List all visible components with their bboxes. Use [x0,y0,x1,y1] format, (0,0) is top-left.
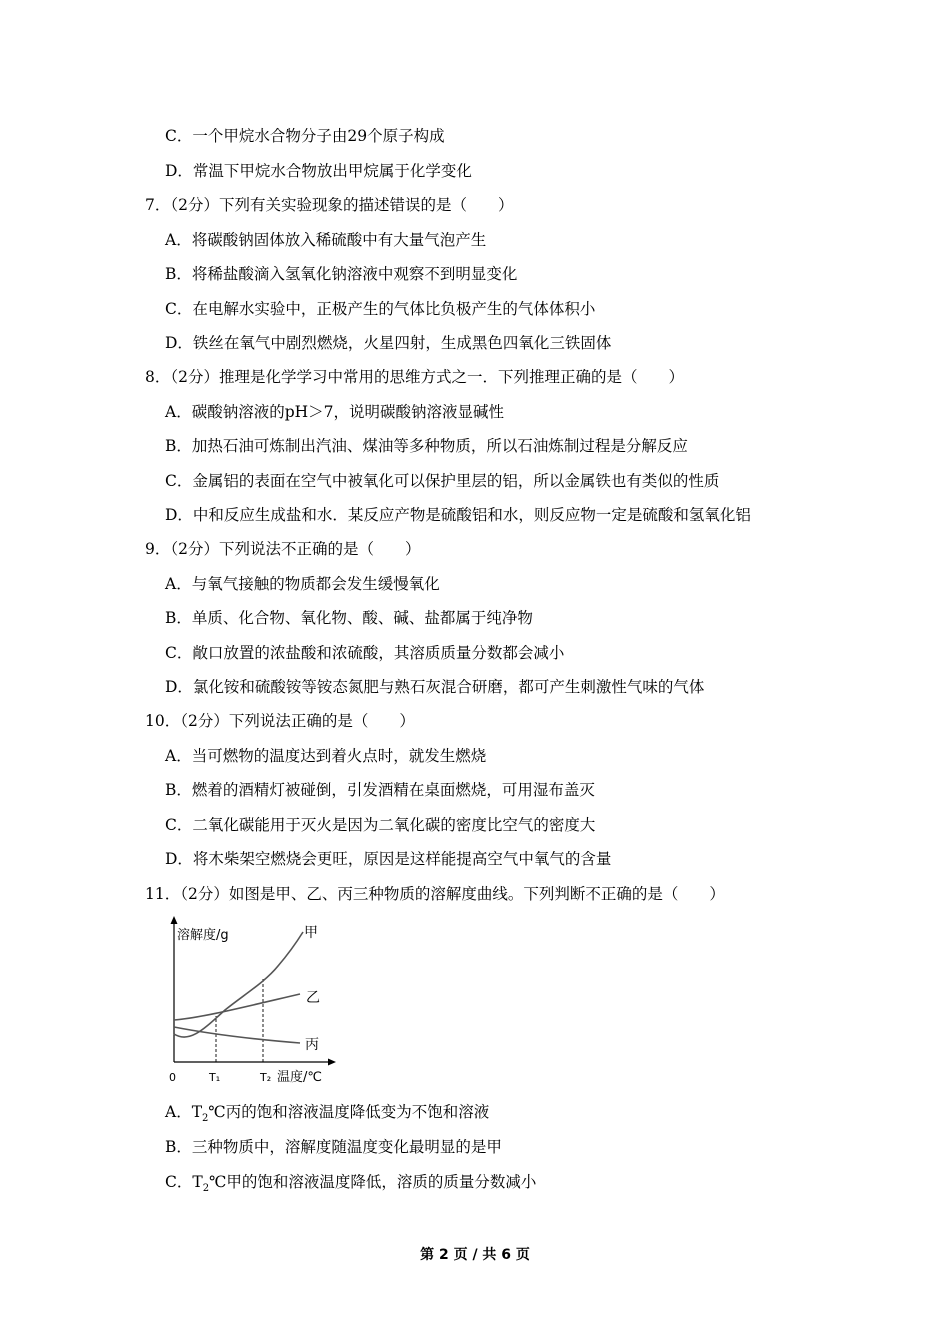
q7-option-c: C．在电解水实验中，正极产生的气体比负极产生的气体体积小 [165,300,596,318]
q10-option-d: D．将木柴架空燃烧会更旺，原因是这样能提高空气中氧气的含量 [165,850,612,868]
page-footer: 第 2 页 / 共 6 页 [420,1247,530,1263]
question-7: 7．（2分）下列有关实验现象的描述错误的是（ ） [145,196,514,214]
q11-option-a [165,1102,489,1125]
q7-option-d: D．铁丝在氧气中剧烈燃烧，火星四射，生成黑色四氧化三铁固体 [165,334,612,352]
q6-option-c: C．一个甲烷水合物分子由29个原子构成 [165,127,445,145]
x-axis-label: 温度/℃ [277,1070,322,1085]
q8-option-a: A．碳酸钠溶液的pH＞7，说明碳酸钠溶液显碱性 [165,403,504,421]
q11-option-c [165,1172,536,1195]
q10-option-a: A．当可燃物的温度达到着火点时，就发生燃烧 [165,747,487,765]
q7-option-a: A．将碳酸钠固体放入稀硫酸中有大量气泡产生 [165,231,487,249]
q9-option-c: C．敞口放置的浓盐酸和浓硫酸，其溶质质量分数都会减小 [165,644,565,662]
series-jia-label: 甲 [304,925,318,941]
origin-label: 0 [169,1071,176,1084]
series-bing-label: 丙 [305,1037,319,1053]
x-tick-t1: T₁ [209,1071,221,1084]
q11-option-a-subscript: 2 [202,1113,209,1124]
solubility-chart-svg [150,912,340,1092]
question-8: 8．（2分）推理是化学学习中常用的思维方式之一．下列推理正确的是（ ） [145,368,684,386]
q8-option-d: D．中和反应生成盐和水．某反应产物是硫酸铝和水，则反应物一定是硫酸和氢氧化铝 [165,506,751,524]
q11-option-c-prefix: C．T [165,1173,203,1191]
q11-option-a-prefix: A．T [165,1103,203,1121]
series-yi-curve [174,994,300,1020]
q11-option-c-subscript: 2 [202,1183,210,1194]
series-yi-label: 乙 [306,990,320,1006]
y-axis-arrow [171,916,178,924]
x-axis-arrow [328,1059,336,1066]
q11-option-b: B．三种物质中，溶解度随温度变化最明显的是甲 [165,1138,502,1156]
q10-option-c: C．二氧化碳能用于灭火是因为二氧化碳的密度比空气的密度大 [165,816,596,834]
q11-option-c-text: ℃甲的饱和溶液温度降低，溶质的质量分数减小 [209,1173,537,1191]
solubility-chart [150,912,340,1092]
q7-option-b: B．将稀盐酸滴入氢氧化钠溶液中观察不到明显变化 [165,265,518,283]
q9-option-a: A．与氧气接触的物质都会发生缓慢氧化 [165,575,440,593]
q8-option-b: B．加热石油可炼制出汽油、煤油等多种物质，所以石油炼制过程是分解反应 [165,437,688,455]
q6-option-d: D．常温下甲烷水合物放出甲烷属于化学变化 [165,162,472,180]
q11-option-a-text: ℃丙的饱和溶液温度降低变为不饱和溶液 [208,1103,490,1121]
x-tick-t2: T₂ [260,1071,272,1084]
question-9: 9．（2分）下列说法不正确的是（ ） [145,540,421,558]
q10-option-b: B．燃着的酒精灯被碰倒，引发酒精在桌面燃烧，可用湿布盖灭 [165,781,595,799]
question-11: 11．（2分）如图是甲、乙、丙三种物质的溶解度曲线。下列判断不正确的是（ ） [145,885,725,903]
y-axis-label: 溶解度/g [177,928,229,943]
series-jia-curve [174,932,303,1037]
q9-option-b: B．单质、化合物、氧化物、酸、碱、盐都属于纯净物 [165,609,533,627]
q8-option-c: C．金属铝的表面在空气中被氧化可以保护里层的铝，所以金属铁也有类似的性质 [165,472,720,490]
q9-option-d: D．氯化铵和硫酸铵等铵态氮肥与熟石灰混合研磨，都可产生刺激性气味的气体 [165,678,705,696]
question-10: 10．（2分）下列说法正确的是（ ） [145,712,415,730]
